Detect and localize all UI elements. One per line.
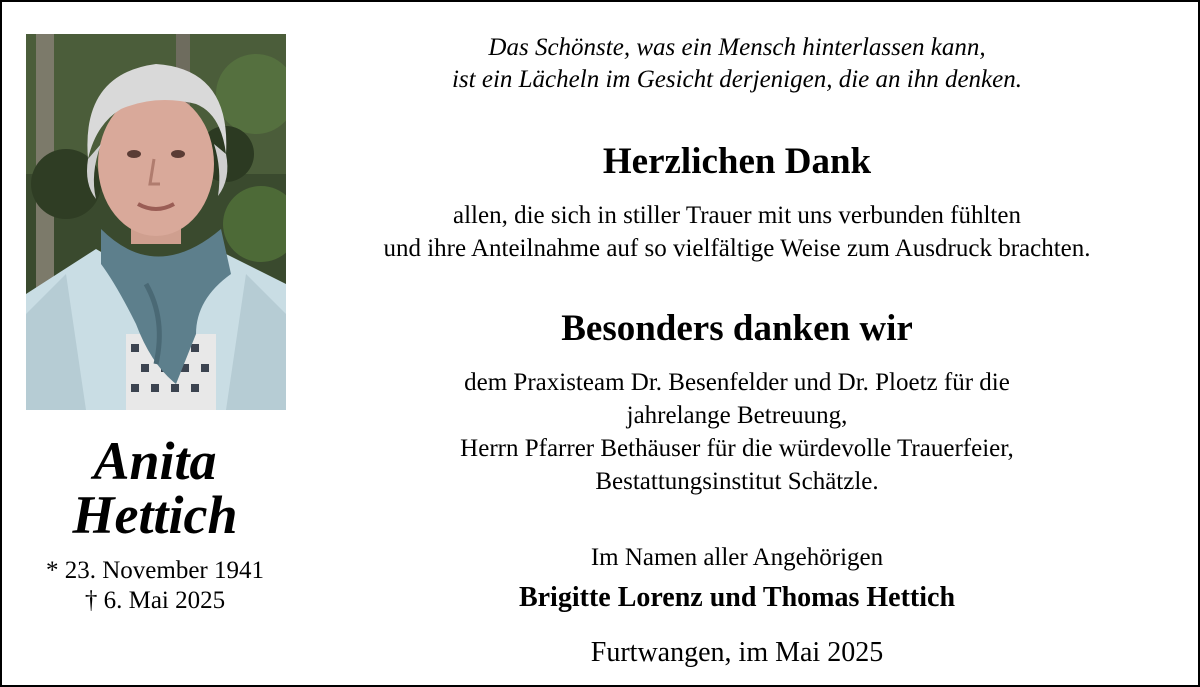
family-names: Brigitte Lorenz und Thomas Hettich (518, 582, 956, 613)
birth-date: * 23. November 1941 (45, 557, 265, 584)
thanks-line: allen, die sich in stiller Trauer mit uns verbunden fühlten (453, 202, 1021, 229)
quote-line: Das Schönste, was ein Mensch hinterlassen kann, (488, 34, 986, 61)
death-date: † 6. Mai 2025 (84, 587, 226, 614)
special-thanks-line: Herrn Pfarrer Bethäuser für die würdevolle Trauerfeier, (460, 435, 1014, 462)
special-thanks-line: dem Praxisteam Dr. Besenfelder und Dr. Ploetz für die (464, 369, 1010, 396)
last-name: Hettich (72, 485, 238, 545)
on-behalf-text: Im Namen aller Angehörigen (590, 544, 884, 571)
deceased-info (22, 431, 288, 616)
thanks-text (302, 199, 1172, 265)
thanks-line: und ihre Anteilnahme auf so vielfältige Weise zum Ausdruck brachten. (383, 235, 1091, 262)
first-name: Anita (93, 431, 217, 491)
special-thanks-line: Bestattungsinstitut Schätzle. (595, 468, 879, 495)
quote-line: ist ein Lächeln im Gesicht derjenigen, die an ihn denken. (451, 66, 1022, 93)
special-thanks-line: jahrelange Betreuung, (626, 402, 848, 429)
memorial-quote (302, 32, 1172, 96)
thanks-heading: Herzlichen Dank (602, 141, 872, 182)
place-date: Furtwangen, im Mai 2025 (590, 637, 884, 668)
portrait-photo (26, 34, 286, 410)
special-thanks-heading: Besonders danken wir (561, 308, 913, 349)
special-thanks-text (302, 366, 1172, 498)
